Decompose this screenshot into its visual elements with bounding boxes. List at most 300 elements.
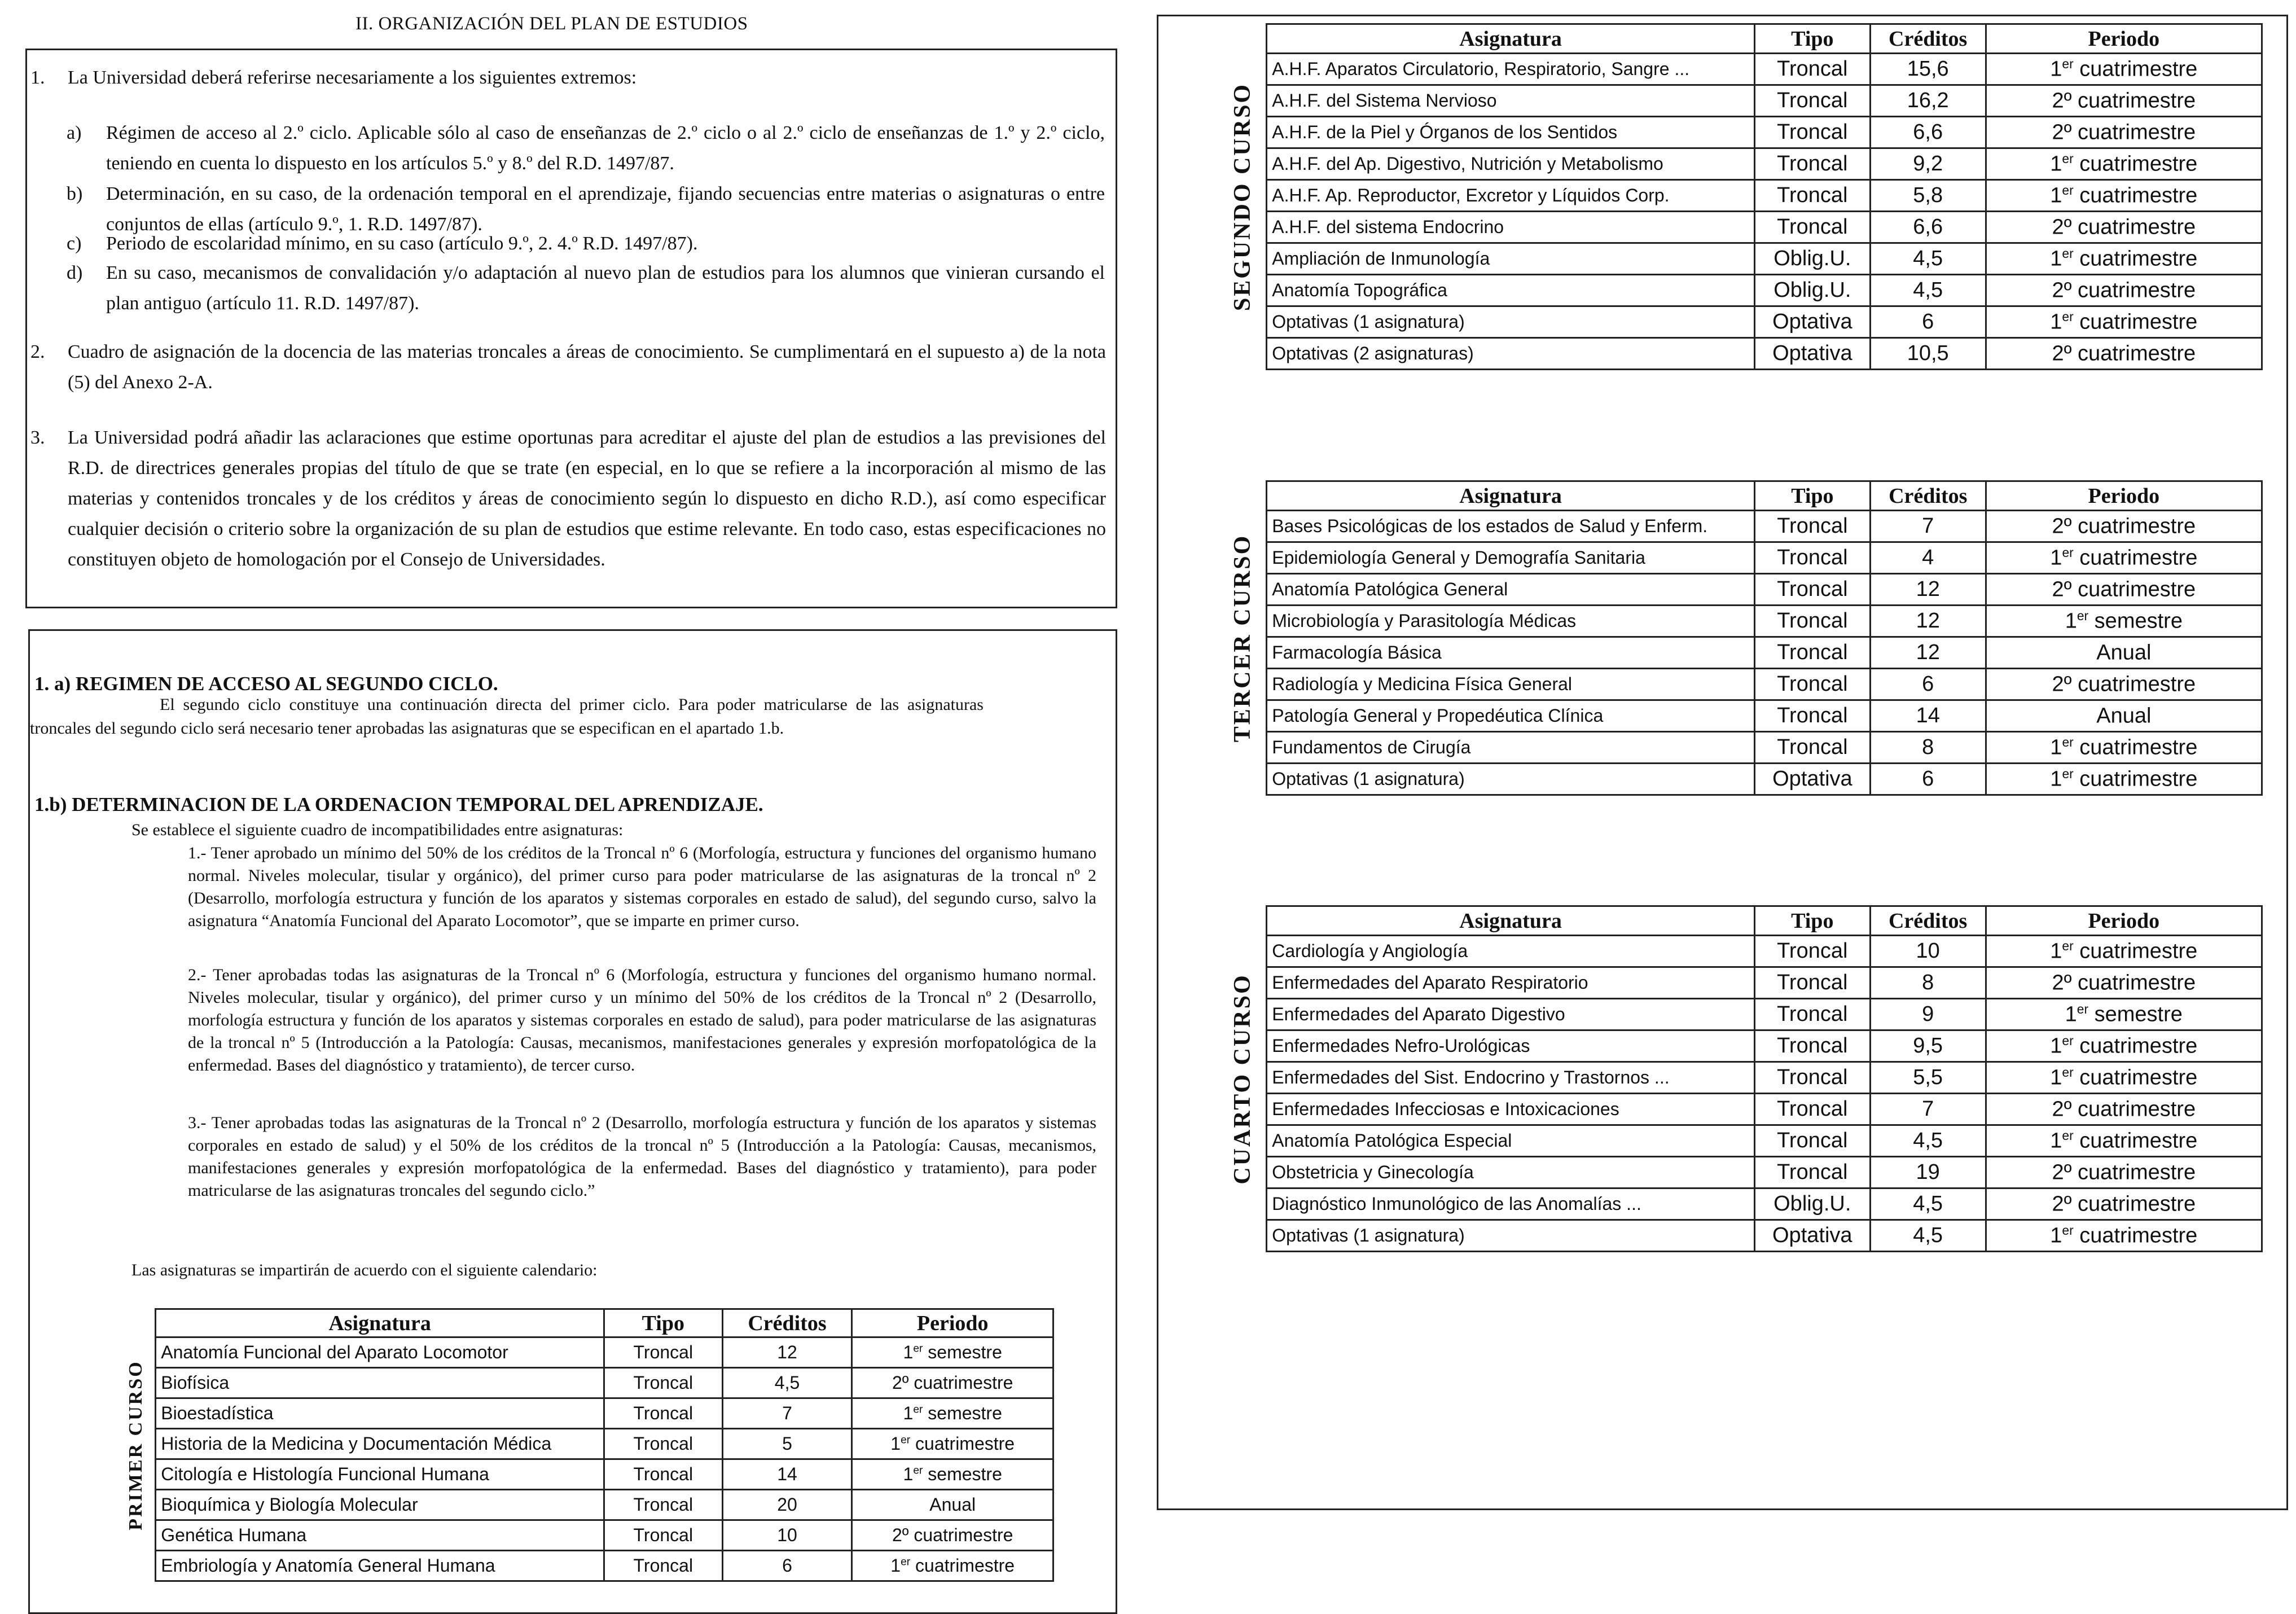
sub-d-text: En su caso, mecanismos de convalidación y/o adaptación al nuevo plan de estudios para los alumnos que vinieran cursando el plan antiguo (artículo 11. R.D. 1497/87).	[106, 262, 1105, 314]
column-header-creditos: Créditos	[1870, 481, 1986, 511]
table-row	[1219, 574, 2262, 606]
calendar-intro: Las asignaturas se impartirán de acuerdo con el siguiente calendario:	[131, 1261, 598, 1279]
table-row	[117, 1551, 1053, 1581]
table-row	[1219, 1030, 2262, 1062]
periodo-number: 1	[890, 1555, 901, 1576]
column-header-periodo: Periodo	[1986, 24, 2262, 54]
segundo-curso-label: SEGUNDO CURSO	[1229, 82, 1255, 311]
creditos-cell: 10,5	[1870, 338, 1986, 370]
periodo-unit: cuatrimestre	[2071, 1192, 2196, 1216]
periodo-number: 2º	[892, 1525, 909, 1545]
periodo-number: 1	[2050, 183, 2062, 208]
tipo-cell: Troncal	[604, 1368, 722, 1398]
creditos-cell: 7	[1870, 1094, 1986, 1125]
tipo-cell: Troncal	[604, 1520, 722, 1551]
periodo-cell	[852, 1520, 1053, 1551]
periodo-ordinal: er	[2062, 938, 2074, 954]
section-a-text: El segundo ciclo constituye una continuación directa del primer ciclo. Para poder matricularse de las asignaturas troncales del segundo ciclo será necesario tener aprobadas las asignaturas que se especifican en el apartado 1.b.	[30, 695, 984, 738]
periodo-unit: cuatrimestre	[2073, 183, 2198, 208]
asignatura-cell: Enfermedades del Sist. Endocrino y Trastornos ...	[1267, 1062, 1755, 1094]
creditos-cell: 5,8	[1870, 180, 1986, 212]
asignatura-cell: Enfermedades Infecciosas e Intoxicaciones	[1267, 1094, 1755, 1125]
tipo-cell: Optativa	[1754, 1220, 1870, 1252]
periodo-cell	[1986, 1188, 2262, 1220]
segundo-curso-table	[1219, 23, 2263, 370]
periodo-cell	[1986, 936, 2262, 967]
periodo-unit: cuatrimestre	[2071, 1160, 2196, 1185]
primer-curso-label-cell	[117, 1309, 156, 1581]
primer-curso-label: PRIMER CURSO	[125, 1359, 147, 1530]
table-row	[1219, 1094, 2262, 1125]
creditos-cell: 14	[722, 1459, 852, 1490]
periodo-number: 2º	[2052, 1097, 2072, 1121]
periodo-cell	[1986, 764, 2262, 795]
table-row	[1219, 967, 2262, 999]
periodo-ordinal: er	[913, 1404, 923, 1416]
periodo-cell	[1986, 85, 2262, 117]
periodo-cell	[1986, 306, 2262, 338]
table-row	[1219, 243, 2262, 275]
periodo-cell	[1986, 180, 2262, 212]
periodo-ordinal: er	[2062, 151, 2074, 166]
creditos-cell: 6	[722, 1551, 852, 1581]
periodo-unit: cuatrimestre	[2073, 1129, 2198, 1153]
periodo-cell	[1986, 148, 2262, 180]
periodo-number: 2º	[2052, 341, 2072, 366]
asignatura-cell: Microbiología y Parasitología Médicas	[1267, 606, 1755, 637]
creditos-cell: 4,5	[722, 1368, 852, 1398]
asignatura-cell: Enfermedades del Aparato Respiratorio	[1267, 967, 1755, 999]
periodo-unit: cuatrimestre	[2071, 341, 2196, 366]
asignatura-cell: Ampliación de Inmunología	[1267, 243, 1755, 275]
column-header-asignatura: Asignatura	[1267, 906, 1755, 936]
table-row	[1219, 700, 2262, 732]
asignatura-cell: Optativas (1 asignatura)	[1267, 1220, 1755, 1252]
tipo-cell: Troncal	[1754, 54, 1870, 85]
periodo-number: 2º	[2052, 215, 2072, 239]
periodo-ordinal: er	[2062, 1033, 2074, 1049]
tercer-curso-header-row	[1219, 481, 2262, 511]
creditos-cell: 10	[722, 1520, 852, 1551]
table-row	[117, 1368, 1053, 1398]
creditos-cell: 12	[1870, 574, 1986, 606]
periodo-ordinal: er	[2077, 1002, 2089, 1017]
tercer-curso-label: TERCER CURSO	[1229, 534, 1255, 742]
creditos-cell: 6,6	[1870, 117, 1986, 148]
asignatura-cell: Enfermedades Nefro-Urológicas	[1267, 1030, 1755, 1062]
cuarto-curso-label-cell	[1219, 906, 1267, 1252]
asignatura-cell: Patología General y Propedéutica Clínica	[1267, 700, 1755, 732]
periodo-unit: cuatrimestre	[2073, 939, 2198, 963]
periodo-ordinal: er	[2062, 183, 2074, 198]
periodo-ordinal: er	[2062, 545, 2074, 560]
table-row	[1219, 212, 2262, 243]
table-row	[1219, 1062, 2262, 1094]
periodo-unit: cuatrimestre	[910, 1433, 1015, 1454]
section-b-intro: Se establece el siguiente cuadro de incompatibilidades entre asignaturas:	[131, 821, 624, 839]
table-row	[1219, 275, 2262, 306]
periodo-ordinal: er	[901, 1434, 911, 1446]
asignatura-cell: Obstetricia y Ginecología	[1267, 1157, 1755, 1188]
section-a-heading: 1. a) REGIMEN DE ACCESO AL SEGUNDO CICLO.	[34, 673, 498, 695]
sub-c-label: c)	[67, 233, 82, 254]
creditos-cell: 12	[1870, 637, 1986, 669]
periodo-cell	[852, 1337, 1053, 1368]
periodo-cell	[1986, 1125, 2262, 1157]
periodo-number: 1	[2050, 247, 2062, 271]
creditos-cell: 9,2	[1870, 148, 1986, 180]
table-row	[1219, 117, 2262, 148]
periodo-ordinal: er	[913, 1464, 923, 1477]
tipo-cell: Troncal	[604, 1490, 722, 1520]
periodo-cell	[852, 1551, 1053, 1581]
periodo-number: 1	[2050, 939, 2062, 963]
periodo-ordinal: er	[2062, 766, 2074, 782]
periodo-number: 1	[2050, 767, 2062, 791]
asignatura-cell: A.H.F. del Ap. Digestivo, Nutrición y Metabolismo	[1267, 148, 1755, 180]
periodo-unit: cuatrimestre	[910, 1555, 1015, 1576]
asignatura-cell: A.H.F. Ap. Reproductor, Excretor y Líquidos Corp.	[1267, 180, 1755, 212]
periodo-unit: cuatrimestre	[2073, 152, 2198, 176]
tipo-cell: Oblig.U.	[1754, 1188, 1870, 1220]
periodo-number: 2º	[2052, 1160, 2072, 1185]
section-b-heading: 1.b) DETERMINACION DE LA ORDENACION TEMPORAL DEL APRENDIZAJE.	[34, 793, 763, 815]
column-header-tipo: Tipo	[1754, 481, 1870, 511]
periodo-unit: cuatrimestre	[2071, 672, 2196, 696]
periodo-unit: cuatrimestre	[2073, 310, 2198, 334]
creditos-cell: 7	[1870, 511, 1986, 542]
asignatura-cell: Cardiología y Angiología	[1267, 936, 1755, 967]
periodo-ordinal: er	[2062, 1128, 2074, 1143]
tipo-cell: Troncal	[1754, 1094, 1870, 1125]
cuarto-curso-header-row	[1219, 906, 2262, 936]
periodo-unit: cuatrimestre	[2073, 1034, 2198, 1058]
periodo-number: 1	[2050, 310, 2062, 334]
column-header-creditos: Créditos	[1870, 906, 1986, 936]
asignatura-cell: Epidemiología General y Demografía Sanitaria	[1267, 542, 1755, 574]
periodo-number: 1	[890, 1433, 901, 1454]
periodo-unit: cuatrimestre	[2073, 57, 2198, 81]
periodo-cell	[1986, 999, 2262, 1030]
table-row	[1219, 637, 2262, 669]
periodo-number: 2º	[2052, 89, 2072, 113]
table-row	[1219, 606, 2262, 637]
tipo-cell: Troncal	[1754, 999, 1870, 1030]
periodo-unit: cuatrimestre	[908, 1525, 1013, 1545]
periodo-cell	[852, 1459, 1053, 1490]
column-header-asignatura: Asignatura	[1267, 481, 1755, 511]
periodo-number: 2º	[2052, 672, 2072, 696]
periodo-cell	[1986, 338, 2262, 370]
periodo-cell	[1986, 574, 2262, 606]
tipo-cell: Optativa	[1754, 306, 1870, 338]
periodo-number: 1	[903, 1342, 914, 1362]
table-row	[1219, 511, 2262, 542]
periodo-number: 2º	[2052, 577, 2072, 602]
sub-b-text: Determinación, en su caso, de la ordenación temporal en el aprendizaje, fijando secuencias entre materias o asignaturas o entre conjuntos de ellas (artículo 9.º, 1. R.D. 1497/87).	[106, 183, 1105, 235]
creditos-cell: 8	[1870, 967, 1986, 999]
creditos-cell: 6	[1870, 669, 1986, 700]
periodo-ordinal: er	[901, 1556, 911, 1568]
periodo-cell	[1986, 1030, 2262, 1062]
creditos-cell: 4,5	[1870, 275, 1986, 306]
periodo-ordinal: er	[913, 1343, 923, 1355]
creditos-cell: 5,5	[1870, 1062, 1986, 1094]
periodo-number: 1	[2050, 546, 2062, 570]
creditos-cell: 20	[722, 1490, 852, 1520]
creditos-cell: 15,6	[1870, 54, 1986, 85]
item-3-number: 3.	[30, 427, 45, 448]
periodo-unit: semestre	[923, 1403, 1002, 1423]
creditos-cell: 7	[722, 1398, 852, 1429]
column-header-tipo: Tipo	[1754, 24, 1870, 54]
periodo-ordinal: er	[2062, 309, 2074, 324]
column-header-periodo: Periodo	[852, 1309, 1053, 1337]
column-header-tipo: Tipo	[1754, 906, 1870, 936]
tipo-cell: Optativa	[1754, 764, 1870, 795]
table-row	[1219, 542, 2262, 574]
periodo-unit: cuatrimestre	[2073, 767, 2198, 791]
table-row	[117, 1429, 1053, 1459]
table-row	[1219, 54, 2262, 85]
periodo-unit: semestre	[923, 1342, 1002, 1362]
periodo-unit: semestre	[2088, 609, 2183, 633]
periodo-unit: cuatrimestre	[2071, 89, 2196, 113]
periodo-number: 1	[2050, 1223, 2062, 1248]
segundo-curso-header-row	[1219, 24, 2262, 54]
periodo-cell	[1986, 1062, 2262, 1094]
periodo-number: Anual	[2096, 704, 2152, 728]
sub-b-label: b)	[67, 183, 83, 204]
tipo-cell: Oblig.U.	[1754, 243, 1870, 275]
table-row	[117, 1337, 1053, 1368]
creditos-cell: 4,5	[1870, 1188, 1986, 1220]
instructions-box	[25, 49, 1117, 608]
periodo-unit: cuatrimestre	[2071, 120, 2196, 144]
periodo-number: 2º	[2052, 1192, 2072, 1216]
tipo-cell: Troncal	[604, 1398, 722, 1429]
tipo-cell: Troncal	[604, 1429, 722, 1459]
tercer-curso-table	[1219, 480, 2263, 796]
table-row	[1219, 306, 2262, 338]
tercer-curso-label-cell	[1219, 481, 1267, 795]
periodo-ordinal: er	[2077, 608, 2089, 624]
table-row	[1219, 1157, 2262, 1188]
periodo-cell	[852, 1429, 1053, 1459]
periodo-cell	[852, 1490, 1053, 1520]
periodo-unit: cuatrimestre	[2071, 1097, 2196, 1121]
tipo-cell: Troncal	[604, 1459, 722, 1490]
tipo-cell: Troncal	[1754, 148, 1870, 180]
asignatura-cell: Bases Psicológicas de los estados de Salud y Enferm.	[1267, 511, 1755, 542]
periodo-ordinal: er	[2062, 56, 2074, 72]
item-2-text: Cuadro de asignación de la docencia de las materias troncales a áreas de conocimiento. Se cumplimentará en el supuesto a) de la nota (5) del Anexo 2-A.	[68, 341, 1106, 393]
periodo-number: 1	[2065, 609, 2077, 633]
column-header-periodo: Periodo	[1986, 481, 2262, 511]
sub-a-text: Régimen de acceso al 2.º ciclo. Aplicable sólo al caso de enseñanzas de 2.º ciclo o al 2.º ciclo de enseñanzas de 1.º y 2.º ciclo, teniendo en cuenta lo dispuesto en los artículos 5.º y 8.º del R.D. 1497/87.	[106, 122, 1105, 174]
courses-box	[1157, 15, 2288, 1510]
tipo-cell: Optativa	[1754, 338, 1870, 370]
asignatura-cell: Anatomía Topográfica	[1267, 275, 1755, 306]
creditos-cell: 4,5	[1870, 243, 1986, 275]
periodo-cell	[1986, 117, 2262, 148]
periodo-number: 1	[2050, 1034, 2062, 1058]
periodo-cell	[1986, 511, 2262, 542]
asignatura-cell: Historia de la Medicina y Documentación Médica	[156, 1429, 604, 1459]
tipo-cell: Troncal	[1754, 574, 1870, 606]
tipo-cell: Troncal	[1754, 542, 1870, 574]
column-header-asignatura: Asignatura	[1267, 24, 1755, 54]
periodo-cell	[852, 1368, 1053, 1398]
table-row	[117, 1459, 1053, 1490]
creditos-cell: 5	[722, 1429, 852, 1459]
tipo-cell: Troncal	[1754, 1030, 1870, 1062]
primer-curso-table	[117, 1308, 1054, 1582]
periodo-cell	[1986, 275, 2262, 306]
asignatura-cell: Radiología y Medicina Física General	[1267, 669, 1755, 700]
table-row	[1219, 936, 2262, 967]
periodo-cell	[1986, 1157, 2262, 1188]
creditos-cell: 9	[1870, 999, 1986, 1030]
periodo-cell	[1986, 732, 2262, 764]
table-row	[1219, 338, 2262, 370]
asignatura-cell: A.H.F. del sistema Endocrino	[1267, 212, 1755, 243]
asignatura-cell: Optativas (2 asignaturas)	[1267, 338, 1755, 370]
asignatura-cell: Anatomía Funcional del Aparato Locomotor	[156, 1337, 604, 1368]
creditos-cell: 4,5	[1870, 1220, 1986, 1252]
table-row	[1219, 180, 2262, 212]
tipo-cell: Troncal	[1754, 1125, 1870, 1157]
creditos-cell: 9,5	[1870, 1030, 1986, 1062]
periodo-number: Anual	[2096, 641, 2152, 665]
periodo-number: 1	[2050, 57, 2062, 81]
table-row	[1219, 148, 2262, 180]
periodo-number: Anual	[929, 1494, 976, 1515]
creditos-cell: 4,5	[1870, 1125, 1986, 1157]
periodo-number: 1	[2050, 152, 2062, 176]
primer-curso-header-row	[117, 1309, 1053, 1337]
periodo-cell	[1986, 243, 2262, 275]
creditos-cell: 12	[722, 1337, 852, 1368]
rule-1: 1.- Tener aprobado un mínimo del 50% de los créditos de la Troncal nº 6 (Morfología, estructura y funciones del organismo humano normal. Niveles molecular, tisular y orgánico), del primer curso para poder matricularse de las asignaturas de la troncal nº 2 (Desarrollo, morfología estructura y función de los aparatos y sistemas corporales en estado de salud), del segundo curso, salvo la asignatura “Anatomía Funcional del Aparato Locomotor”, que se imparte en primer curso.	[188, 844, 1096, 930]
column-header-periodo: Periodo	[1986, 906, 2262, 936]
table-row	[1219, 1220, 2262, 1252]
rule-2: 2.- Tener aprobadas todas las asignaturas de la Troncal nº 6 (Morfología, estructura y funciones del organismo humano normal. Niveles molecular, tisular y orgánico), del primer curso y un mínimo del 50% de los créditos de la Troncal nº 2 (Desarrollo, morfología estructura y función de los aparatos y sistemas corporales en estado de salud), para poder matricularse de las asignaturas de la troncal nº 5 (Introducción a la Patología: Causas, mecanismos, manifestaciones generales y expresión morfopatológica de la enfermedad. Bases del diagnóstico y tratamiento), de tercer curso.	[188, 966, 1096, 1074]
periodo-unit: cuatrimestre	[2071, 514, 2196, 538]
tipo-cell: Troncal	[604, 1337, 722, 1368]
asignatura-cell: Bioestadística	[156, 1398, 604, 1429]
cuarto-curso-label: CUARTO CURSO	[1229, 973, 1255, 1185]
item-3-text: La Universidad podrá añadir las aclaraciones que estime oportunas para acreditar el ajuste del plan de estudios a las previsiones del R.D. de directrices generales propias del título de que se trate (en especial, en lo que se refiere a la incorporación al mismo de las materias y contenidos troncales y de los créditos y áreas de conocimiento según lo dispuesto en dicho R.D.), así como especificar cualquier decisión o criterio sobre la organización de su plan de estudios que estime relevante. En todo caso, estas especificaciones no constituyen objeto de homologación por el Consejo de Universidades.	[68, 427, 1106, 570]
periodo-number: 2º	[2052, 278, 2072, 302]
table-row	[1219, 999, 2262, 1030]
periodo-number: 1	[2065, 1002, 2077, 1027]
tipo-cell: Troncal	[1754, 700, 1870, 732]
tipo-cell: Troncal	[1754, 606, 1870, 637]
periodo-number: 1	[2050, 735, 2062, 760]
creditos-cell: 14	[1870, 700, 1986, 732]
tipo-cell: Oblig.U.	[1754, 275, 1870, 306]
asignatura-cell: Anatomía Patológica General	[1267, 574, 1755, 606]
periodo-number: 2º	[2052, 514, 2072, 538]
periodo-number: 2º	[892, 1372, 909, 1393]
periodo-number: 2º	[2052, 120, 2072, 144]
asignatura-cell: Optativas (1 asignatura)	[1267, 764, 1755, 795]
asignatura-cell: Biofísica	[156, 1368, 604, 1398]
asignatura-cell: Farmacología Básica	[1267, 637, 1755, 669]
periodo-cell	[1986, 1094, 2262, 1125]
tipo-cell: Troncal	[1754, 1062, 1870, 1094]
tipo-cell: Troncal	[1754, 637, 1870, 669]
periodo-cell	[1986, 606, 2262, 637]
periodo-unit: cuatrimestre	[2073, 546, 2198, 570]
periodo-number: 1	[2050, 1065, 2062, 1090]
periodo-unit: cuatrimestre	[2071, 971, 2196, 995]
cuarto-curso-table	[1219, 905, 2263, 1252]
periodo-unit: cuatrimestre	[908, 1372, 1013, 1393]
table-row	[1219, 1188, 2262, 1220]
periodo-unit: cuatrimestre	[2073, 1223, 2198, 1248]
periodo-cell	[1986, 212, 2262, 243]
tipo-cell: Troncal	[1754, 1157, 1870, 1188]
tipo-cell: Troncal	[1754, 212, 1870, 243]
periodo-cell	[1986, 1220, 2262, 1252]
periodo-number: 1	[903, 1403, 914, 1423]
column-header-tipo: Tipo	[604, 1309, 722, 1337]
creditos-cell: 8	[1870, 732, 1986, 764]
creditos-cell: 16,2	[1870, 85, 1986, 117]
asignatura-cell: Enfermedades del Aparato Digestivo	[1267, 999, 1755, 1030]
periodo-cell	[1986, 967, 2262, 999]
asignatura-cell: Fundamentos de Cirugía	[1267, 732, 1755, 764]
sections-box	[28, 629, 1117, 1614]
periodo-unit: semestre	[923, 1464, 1002, 1484]
rule-3: 3.- Tener aprobadas todas las asignaturas de la Troncal nº 2 (Desarrollo, morfología estructura y función de los aparatos y sistemas corporales en estado de salud) y el 50% de los créditos de la troncal nº 5 (Introducción a la Patología: Causas, mecanismos, manifestaciones generales y expresión morfopatológica de la enfermedad. Bases del diagnóstico y tratamiento), para poder matricularse de las asignaturas troncales del segundo ciclo.”	[188, 1113, 1096, 1200]
periodo-unit: cuatrimestre	[2071, 215, 2196, 239]
periodo-unit: cuatrimestre	[2073, 1065, 2198, 1090]
segundo-curso-label-cell	[1219, 24, 1267, 370]
asignatura-cell: Diagnóstico Inmunológico de las Anomalías ...	[1267, 1188, 1755, 1220]
periodo-number: 1	[2050, 1129, 2062, 1153]
asignatura-cell: A.H.F. de la Piel y Órganos de los Sentidos	[1267, 117, 1755, 148]
tipo-cell: Troncal	[604, 1551, 722, 1581]
periodo-ordinal: er	[2062, 246, 2074, 261]
periodo-unit: cuatrimestre	[2073, 247, 2198, 271]
tipo-cell: Troncal	[1754, 180, 1870, 212]
periodo-ordinal: er	[2062, 735, 2074, 750]
periodo-ordinal: er	[2062, 1223, 2074, 1238]
creditos-cell: 12	[1870, 606, 1986, 637]
sub-d-label: d)	[67, 262, 83, 283]
periodo-cell	[852, 1398, 1053, 1429]
periodo-cell	[1986, 542, 2262, 574]
tipo-cell: Troncal	[1754, 732, 1870, 764]
periodo-ordinal: er	[2062, 1065, 2074, 1080]
tipo-cell: Troncal	[1754, 511, 1870, 542]
column-header-asignatura: Asignatura	[156, 1309, 604, 1337]
item-2-number: 2.	[30, 341, 45, 362]
table-row	[117, 1490, 1053, 1520]
tipo-cell: Troncal	[1754, 936, 1870, 967]
column-header-creditos: Créditos	[722, 1309, 852, 1337]
tipo-cell: Troncal	[1754, 967, 1870, 999]
table-row	[117, 1520, 1053, 1551]
table-row	[1219, 1125, 2262, 1157]
periodo-number: 1	[903, 1464, 914, 1484]
table-row	[1219, 669, 2262, 700]
tipo-cell: Troncal	[1754, 85, 1870, 117]
asignatura-cell: Optativas (1 asignatura)	[1267, 306, 1755, 338]
